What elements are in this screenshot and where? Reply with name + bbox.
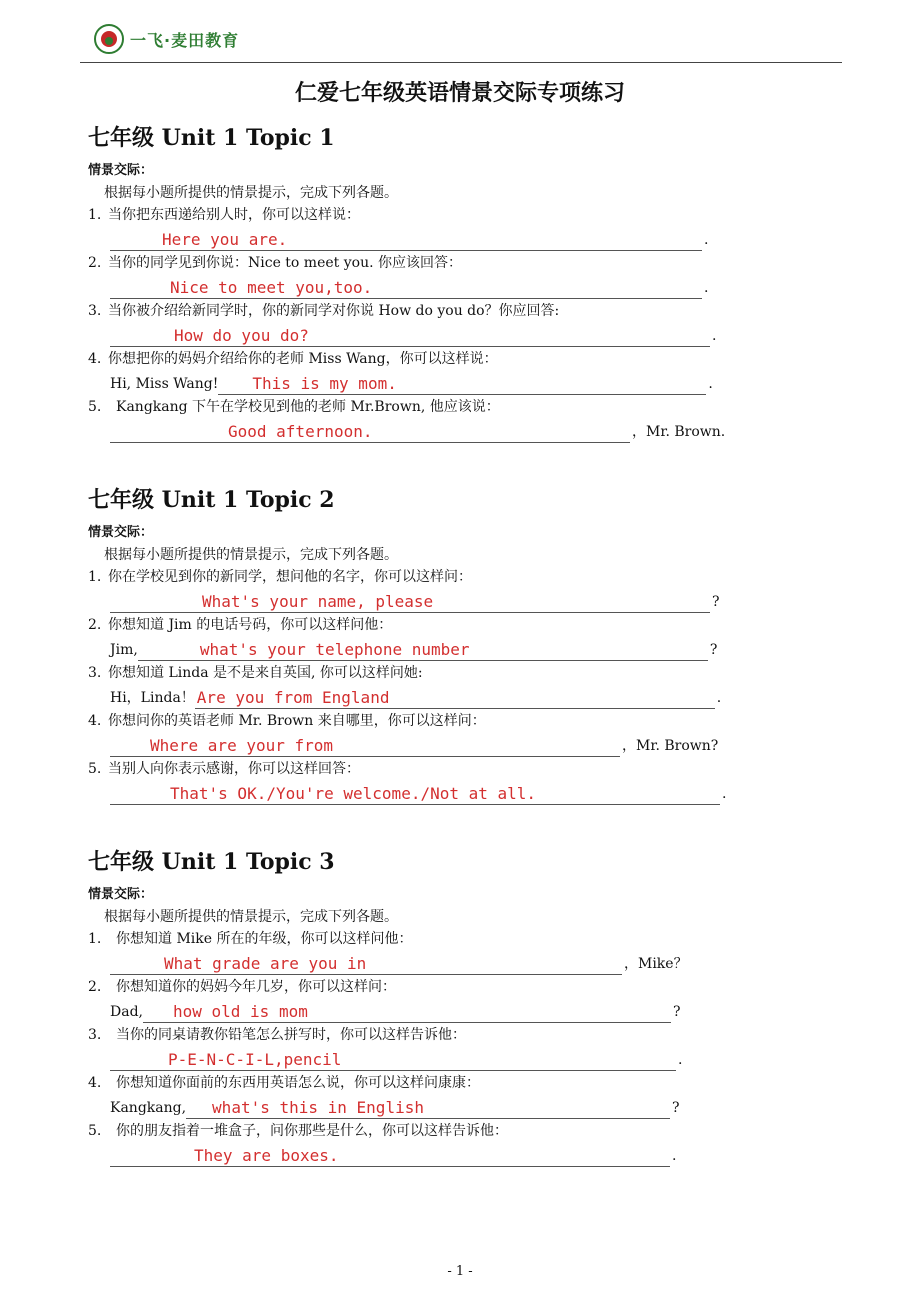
answer-blank[interactable] [110, 1142, 670, 1167]
section-heading: 七年级 Unit 1 Topic 3 [88, 849, 335, 875]
section-instruction: 根据每小题所提供的情景提示，完成下列各题。 [104, 185, 398, 201]
answer-row: Nice to meet you,too. . [88, 274, 768, 300]
logo [94, 24, 239, 54]
question-prompt: 5. Kangkang 下午在学校见到他的老师 Mr.Brown, 他应该说： [88, 399, 500, 415]
section-topic-3 [88, 846, 768, 1168]
question-prompt: 3. 当你被介绍给新同学时，你的新同学对你说 How do you do？你应回答: [88, 303, 560, 319]
answer-row: P-E-N-C-I-L,pencil . [88, 1046, 768, 1072]
answer-text: What's your name, please [202, 592, 434, 611]
question-prompt: 3. 当你的同桌请教你铅笔怎么拼写时，你可以这样告诉他： [88, 1027, 466, 1043]
logo-seal-icon [94, 24, 124, 54]
page-header [80, 18, 842, 63]
answer-blank[interactable] [143, 998, 671, 1023]
answer-blank[interactable] [110, 780, 720, 805]
answer-blank[interactable] [110, 322, 710, 347]
answer-text: Nice to meet you,too. [170, 278, 373, 297]
document-title: 仁爱七年级英语情景交际专项练习 [294, 80, 625, 106]
section-topic-2 [88, 484, 768, 806]
answer-row: How do you do? . [88, 322, 768, 348]
answer-row: Here you are. . [88, 226, 768, 252]
answer-blank[interactable] [110, 588, 710, 613]
answer-text: Are you from England [196, 688, 390, 707]
answer-text: That's OK./You're welcome./Not at all. [170, 784, 537, 803]
question-prompt: 1. 你想知道 Mike 所在的年级，你可以这样问他： [88, 931, 413, 947]
section-subtitle: 情景交际： [88, 163, 154, 178]
answer-row: Dad, how old is mom ? [88, 998, 768, 1024]
answer-text: how old is mom [172, 1002, 308, 1021]
answer-row: They are boxes. . [88, 1142, 768, 1168]
question-prompt: 4. 你想把你的妈妈介绍给你的老师 Miss Wang，你可以这样说： [88, 351, 498, 367]
answer-blank[interactable] [110, 1046, 676, 1071]
answer-text: They are boxes. [194, 1146, 339, 1165]
answer-blank[interactable] [138, 636, 708, 661]
answer-row: Where are your from ，Mr. Brown? [88, 732, 768, 758]
question-prompt: 3. 你想知道 Linda 是不是来自英国, 你可以这样问她: [88, 665, 423, 681]
answer-blank[interactable] [110, 732, 620, 757]
answer-blank[interactable] [186, 1094, 670, 1119]
section-heading: 七年级 Unit 1 Topic 1 [88, 125, 335, 151]
answer-blank[interactable] [110, 274, 702, 299]
answer-text: what's your telephone number [199, 640, 470, 659]
logo-text: 一飞·麦田教育 [130, 30, 240, 50]
answer-blank[interactable] [195, 684, 715, 709]
answer-text: Here you are. [162, 230, 288, 249]
answer-blank[interactable] [218, 370, 706, 395]
section-subtitle: 情景交际： [88, 887, 154, 902]
answer-text: How do you do? [174, 326, 309, 345]
question-prompt: 1. 当你把东西递给别人时，你可以这样说： [88, 207, 360, 223]
answer-row: Jim, what's your telephone number ? [88, 636, 768, 662]
page-number: - 1 - [447, 1264, 473, 1279]
answer-blank[interactable] [110, 950, 622, 975]
answer-row: What's your name, please ? [88, 588, 768, 614]
answer-row: Kangkang, what's this in English ? [88, 1094, 768, 1120]
question-prompt: 2. 当你的同学见到你说：Nice to meet you. 你应该回答： [88, 255, 462, 271]
answer-row: Hi，Linda！ Are you from England . [88, 684, 768, 710]
answer-blank[interactable] [110, 226, 702, 251]
question-prompt: 5. 你的朋友指着一堆盒子，问你那些是什么，你可以这样告诉他： [88, 1123, 508, 1139]
question-prompt: 1. 你在学校见到你的新同学，想问他的名字，你可以这样问： [88, 569, 472, 585]
answer-row: Good afternoon. ，Mr. Brown. [88, 418, 768, 444]
section-subtitle: 情景交际： [88, 525, 154, 540]
question-prompt: 2. 你想知道你的妈妈今年几岁，你可以这样问： [88, 979, 396, 995]
answer-text: Where are your from [150, 736, 334, 755]
question-prompt: 5. 当别人向你表示感谢，你可以这样回答： [88, 761, 360, 777]
answer-text: What grade are you in [164, 954, 367, 973]
answer-row: That's OK./You're welcome./Not at all. . [88, 780, 768, 806]
answer-text: This is my mom. [252, 374, 397, 393]
section-instruction: 根据每小题所提供的情景提示，完成下列各题。 [104, 547, 398, 563]
section-heading: 七年级 Unit 1 Topic 2 [88, 487, 335, 513]
answer-text: what's this in English [212, 1098, 424, 1117]
answer-row: What grade are you in ，Mike？ [88, 950, 768, 976]
section-instruction: 根据每小题所提供的情景提示，完成下列各题。 [104, 909, 398, 925]
answer-text: Good afternoon. [228, 422, 373, 441]
question-prompt: 4. 你想问你的英语老师 Mr. Brown 来自哪里，你可以这样问： [88, 713, 486, 729]
question-prompt: 4. 你想知道你面前的东西用英语怎么说，你可以这样问康康： [88, 1075, 480, 1091]
answer-row: Hi, Miss Wang! This is my mom. . [88, 370, 768, 396]
answer-blank[interactable] [110, 418, 630, 443]
section-topic-1 [88, 122, 768, 444]
question-prompt: 2. 你想知道 Jim 的电话号码，你可以这样问他： [88, 617, 393, 633]
answer-text: P-E-N-C-I-L,pencil [168, 1050, 342, 1069]
